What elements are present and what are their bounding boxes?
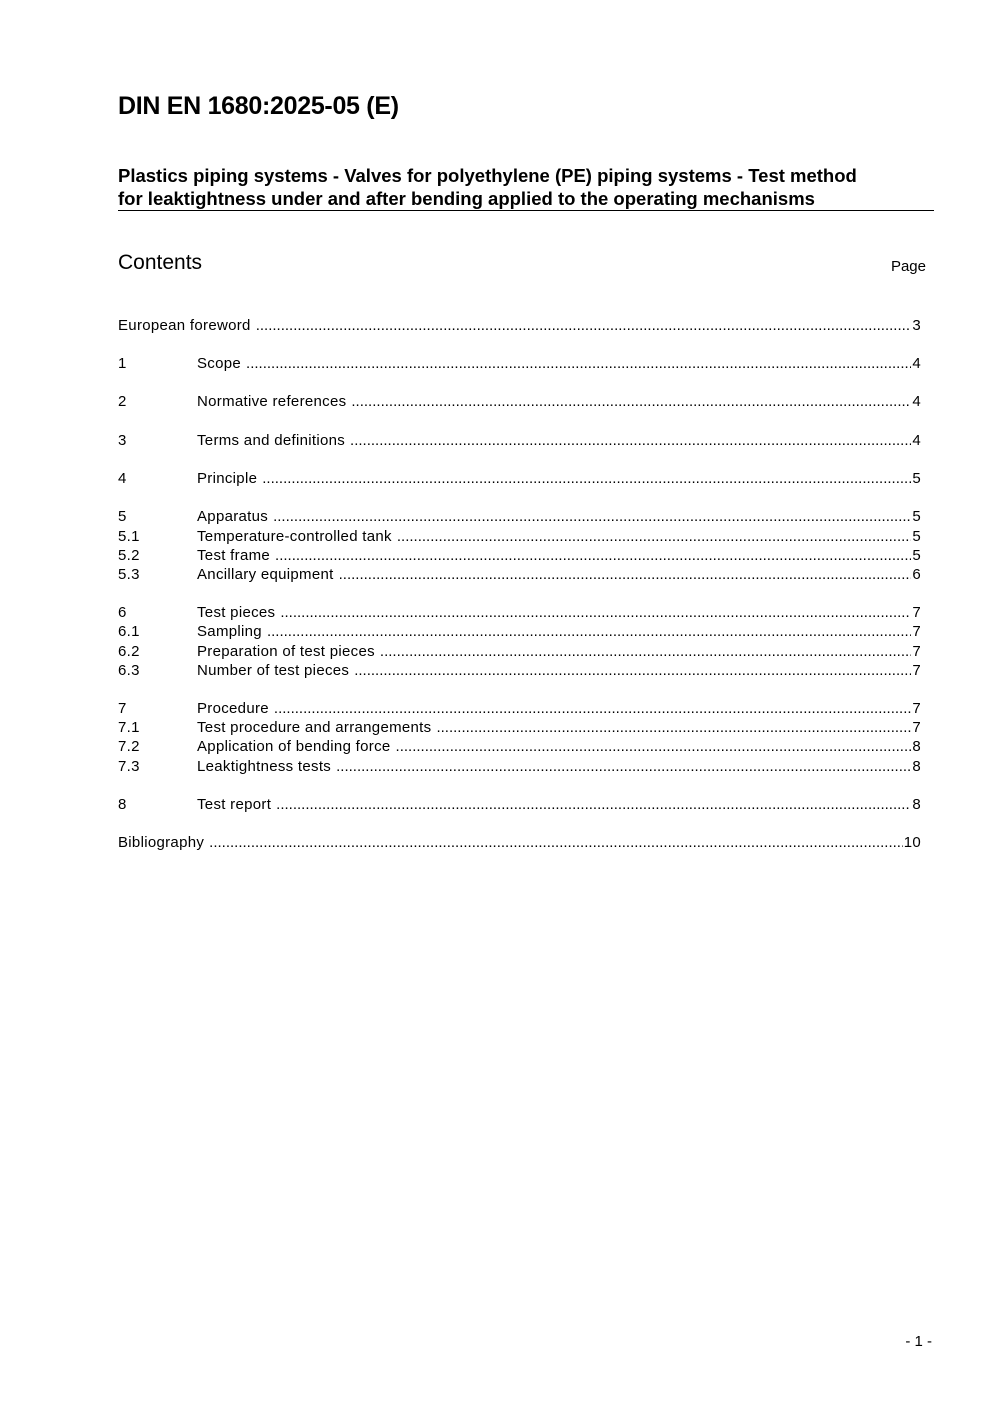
toc-entry-number: 6 [118, 604, 127, 621]
toc-entry-number: 7.1 [118, 719, 140, 736]
toc-leader-dots [354, 661, 911, 680]
toc-entry-page: 8 [912, 758, 921, 775]
toc-leader-dots [436, 718, 911, 737]
toc-leader-dots [275, 546, 911, 565]
toc-entry-title: Terms and definitions [197, 432, 346, 449]
toc-entry-number: 5.3 [118, 566, 140, 583]
toc-entry-page: 6 [912, 566, 921, 583]
toc-entry-title: Bibliography [118, 834, 205, 851]
toc-entry-number: 7 [118, 700, 127, 717]
page-column-label: Page [890, 258, 926, 275]
toc-entry-6-3-number-of-test-pieces[interactable] [118, 661, 921, 680]
toc-entry-number: 5.2 [118, 547, 140, 564]
toc-leader-dots [267, 622, 911, 641]
toc-entry-number: 1 [118, 355, 127, 372]
toc-leader-dots [256, 316, 912, 335]
toc-leader-dots [274, 699, 911, 718]
toc-entry-number: 7.2 [118, 738, 140, 755]
toc-entry-page: 8 [912, 796, 921, 813]
toc-entry-number: 7.3 [118, 758, 140, 775]
toc-entry-title: Number of test pieces [197, 662, 350, 679]
toc-entry-8-test-report[interactable] [118, 795, 921, 814]
toc-entry-number: 6.1 [118, 623, 140, 640]
toc-entry-european-foreword[interactable] [118, 316, 921, 335]
toc-entry-page: 5 [912, 547, 921, 564]
toc-entry-7-1-test-procedure-and-arrangements[interactable] [118, 718, 921, 737]
toc-entry-6-test-pieces[interactable] [118, 603, 921, 622]
toc-entry-7-3-leaktightness-tests[interactable] [118, 757, 921, 776]
toc-entry-title: Apparatus [197, 508, 269, 525]
toc-entry-title: European foreword [118, 317, 251, 334]
toc-entry-title: Procedure [197, 700, 269, 717]
toc-entry-7-procedure[interactable] [118, 699, 921, 718]
document-title [118, 164, 918, 210]
toc-leader-dots [280, 603, 911, 622]
toc-entry-5-3-ancillary-equipment[interactable] [118, 565, 921, 584]
toc-entry-4-principle[interactable] [118, 469, 921, 488]
toc-leader-dots [351, 392, 911, 411]
toc-entry-number: 6.3 [118, 662, 140, 679]
toc-leader-dots [276, 795, 911, 814]
toc-entry-number: 2 [118, 393, 127, 410]
toc-entry-title: Application of bending force [197, 738, 391, 755]
toc-entry-5-2-test-frame[interactable] [118, 546, 921, 565]
contents-heading: Contents [118, 251, 203, 274]
toc-leader-dots [397, 527, 911, 546]
document-title-line-2: for leaktightness under and after bending applied to the operating mechanisms [118, 188, 815, 209]
toc-entry-page: 7 [912, 700, 921, 717]
toc-entry-title: Test pieces [197, 604, 276, 621]
toc-leader-dots [209, 833, 903, 852]
toc-entry-title: Preparation of test pieces [197, 643, 375, 660]
title-divider [118, 210, 934, 211]
toc-entry-title: Test report [197, 796, 272, 813]
toc-entry-page: 10 [903, 834, 921, 851]
toc-entry-5-1-temperature-controlled-tank[interactable] [118, 527, 921, 546]
toc-leader-dots [262, 469, 911, 488]
toc-leader-dots [339, 565, 912, 584]
toc-entry-page: 7 [912, 604, 921, 621]
toc-entry-number: 4 [118, 470, 127, 487]
toc-entry-page: 7 [912, 719, 921, 736]
toc-entry-page: 4 [912, 355, 921, 372]
toc-leader-dots [246, 354, 911, 373]
page-number: - 1 - [905, 1333, 932, 1350]
toc-entry-page: 5 [912, 528, 921, 545]
toc-entry-title: Normative references [197, 393, 347, 410]
toc-entry-1-scope[interactable] [118, 354, 921, 373]
toc-entry-page: 5 [912, 508, 921, 525]
document-title-line-1: Plastics piping systems - Valves for polyethylene (PE) piping systems - Test method [118, 165, 857, 186]
toc-entry-title: Scope [197, 355, 242, 372]
toc-entry-title: Test frame [197, 547, 271, 564]
toc-entry-page: 7 [912, 643, 921, 660]
toc-leader-dots [350, 431, 911, 450]
toc-entry-title: Leaktightness tests [197, 758, 332, 775]
toc-entry-page: 8 [912, 738, 921, 755]
toc-entry-number: 3 [118, 432, 127, 449]
toc-leader-dots [380, 642, 911, 661]
toc-entry-5-apparatus[interactable] [118, 507, 921, 526]
toc-entry-title: Sampling [197, 623, 262, 640]
toc-entry-number: 8 [118, 796, 127, 813]
toc-leader-dots [336, 757, 911, 776]
toc-entry-page: 7 [912, 662, 921, 679]
toc-entry-7-2-application-of-bending-force[interactable] [118, 737, 921, 756]
toc-entry-bibliography[interactable] [118, 833, 921, 852]
toc-entry-6-2-preparation-of-test-pieces[interactable] [118, 642, 921, 661]
toc-leader-dots [273, 507, 911, 526]
toc-entry-2-normative-references[interactable] [118, 392, 921, 411]
toc-entry-title: Temperature-controlled tank [197, 528, 392, 545]
toc-entry-6-1-sampling[interactable] [118, 622, 921, 641]
toc-entry-page: 3 [912, 317, 921, 334]
toc-entry-page: 4 [912, 432, 921, 449]
toc-entry-title: Test procedure and arrangements [197, 719, 432, 736]
toc-entry-page: 7 [912, 623, 921, 640]
document-id: DIN EN 1680:2025-05 (E) [118, 92, 399, 120]
toc-entry-title: Principle [197, 470, 258, 487]
toc-entry-number: 5.1 [118, 528, 140, 545]
toc-entry-number: 6.2 [118, 643, 140, 660]
toc-entry-page: 5 [912, 470, 921, 487]
toc-entry-3-terms-and-definitions[interactable] [118, 431, 921, 450]
toc-entry-page: 4 [912, 393, 921, 410]
toc-leader-dots [396, 737, 912, 756]
toc-entry-title: Ancillary equipment [197, 566, 334, 583]
toc-entry-number: 5 [118, 508, 127, 525]
